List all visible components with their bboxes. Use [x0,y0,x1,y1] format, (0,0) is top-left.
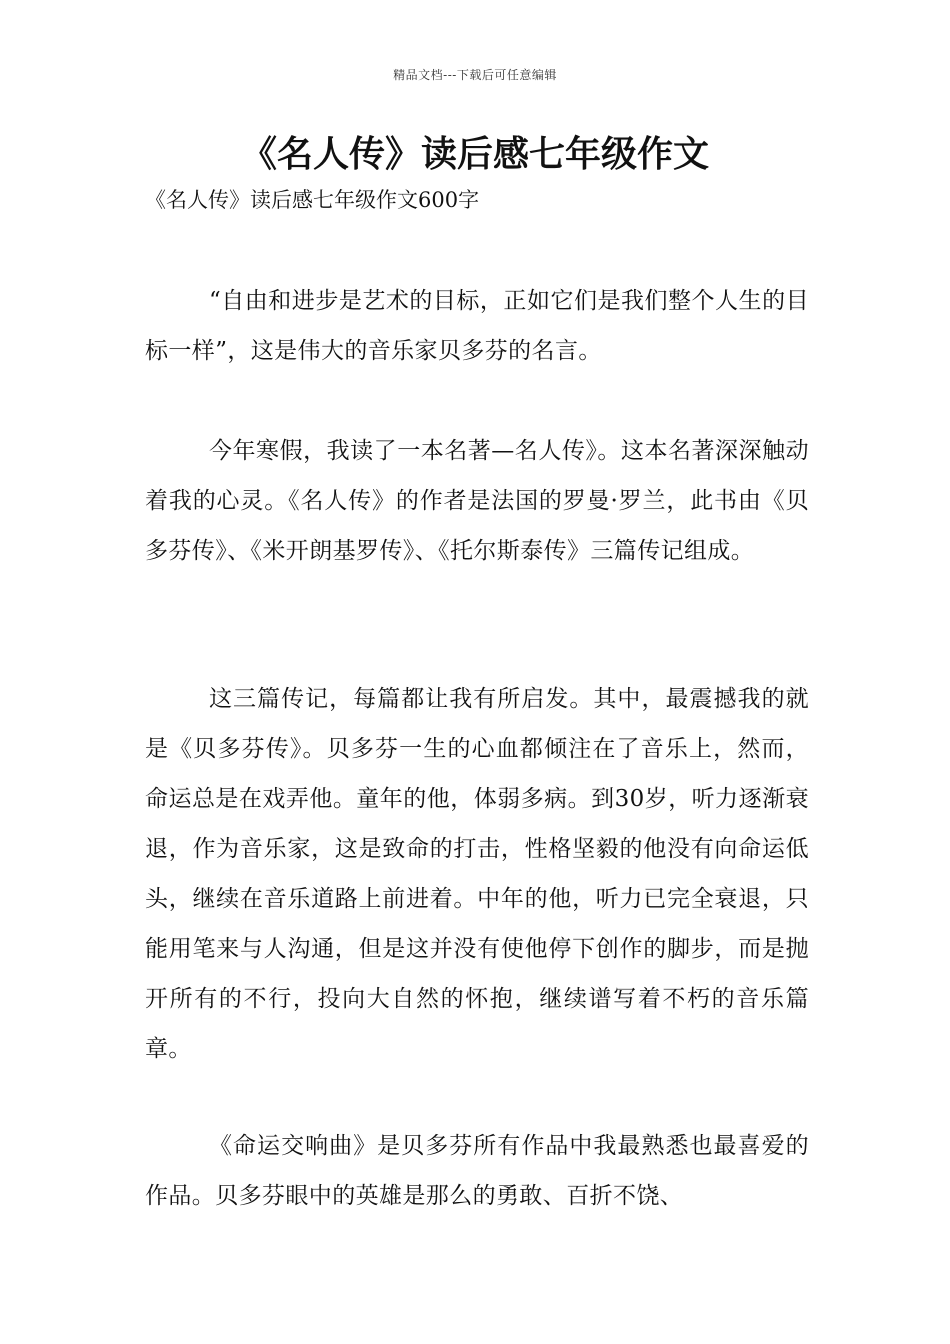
paragraph-3: 这三篇传记，每篇都让我有所启发。其中，最震撼我的就是《贝多芬传》。贝多芬一生的心血都倾注在了音乐上，然而，命运总是在戏弄他。童年的他，体弱多病。到30岁，听力逐渐衰退，作为音乐家，这是致命的打击，性格坚毅的他没有向命运低头，继续在音乐道路上前进着。中年的他，听力已完全衰退，只能用笔来与人沟通，但是这并没有使他停下创作的脚步，而是抛开所有的不行，投向大自然的怀抱，继续谱写着不朽的音乐篇章。 [145,686,809,1062]
document-title: 《名人传》读后感七年级作文 [240,134,709,175]
paragraph-2: 今年寒假，我读了一本名著—名人传》。这本名著深深触动着我的心灵。《名人传》的作者是法国的罗曼·罗兰，此书由《贝多芬传》、《米开朗基罗传》、《托尔斯泰传》三篇传记组成。 [145,438,809,564]
paragraph-4: 《命运交响曲》是贝多芬所有作品中我最熟悉也最喜爱的作品。贝多芬眼中的英雄是那么的勇敢、百折不饶、 [145,1133,809,1209]
document-subtitle: 《名人传》读后感七年级作文600字 [145,188,480,212]
header-note: 精品文档---下载后可任意编辑 [393,68,557,82]
paragraph-1: “自由和进步是艺术的目标，正如它们是我们整个人生的目标一样”，这是伟大的音乐家贝多芬的名言。 [145,288,809,364]
